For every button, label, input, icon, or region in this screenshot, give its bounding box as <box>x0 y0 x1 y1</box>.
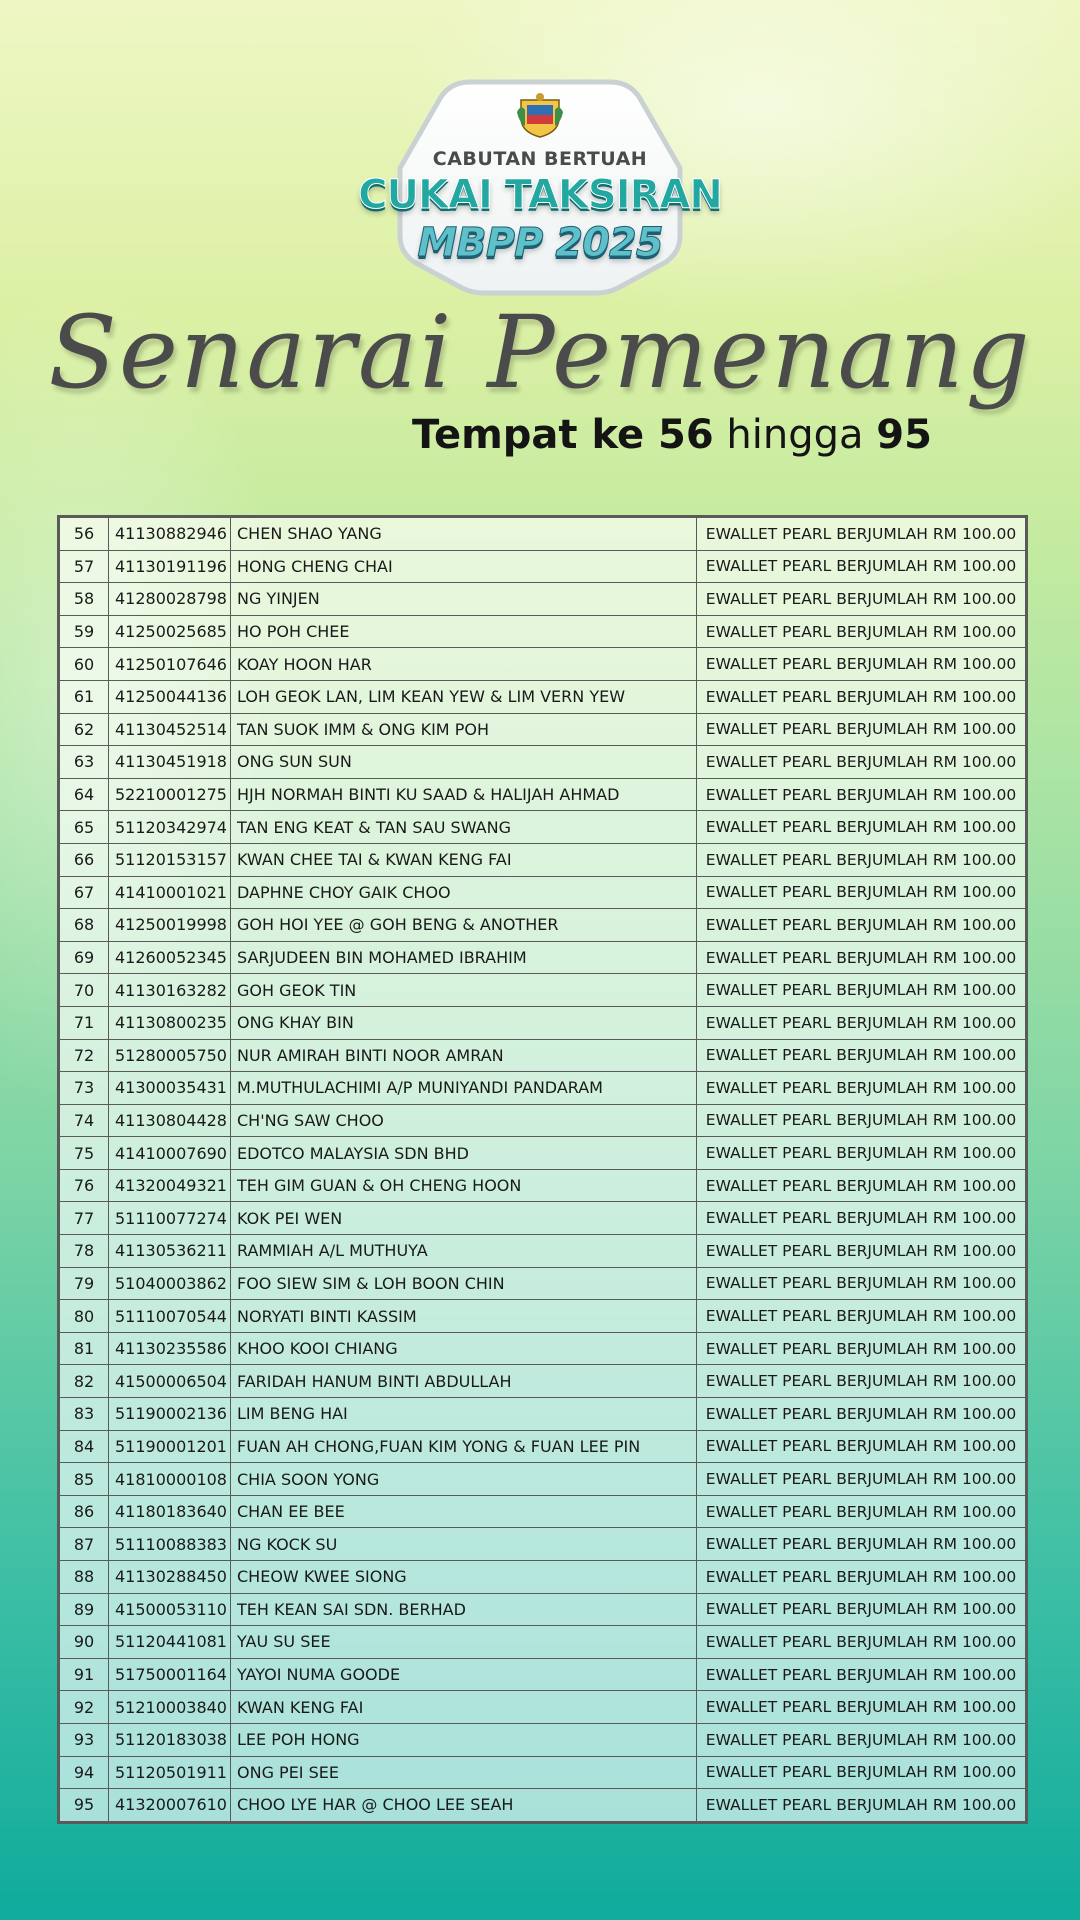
rank-cell: 56 <box>59 517 109 551</box>
table-row <box>59 1267 1027 1300</box>
prize-cell: EWALLET PEARL BERJUMLAH RM 100.00 <box>697 1365 1027 1398</box>
winner-name-cell: TEH GIM GUAN & OH CHENG HOON <box>231 1169 697 1202</box>
account-number-cell: 41130191196 <box>109 550 231 583</box>
prize-cell: EWALLET PEARL BERJUMLAH RM 100.00 <box>697 1528 1027 1561</box>
table-row <box>59 1104 1027 1137</box>
winner-name-cell: NG KOCK SU <box>231 1528 697 1561</box>
winners-table-container <box>57 515 1023 1824</box>
winner-name-cell: KOAY HOON HAR <box>231 648 697 681</box>
winner-name-cell: CHIA SOON YONG <box>231 1463 697 1496</box>
winner-name-cell: CHEOW KWEE SIONG <box>231 1561 697 1594</box>
winner-name-cell: FUAN AH CHONG,FUAN KIM YONG & FUAN LEE PIN <box>231 1430 697 1463</box>
winner-name-cell: FOO SIEW SIM & LOH BOON CHIN <box>231 1267 697 1300</box>
table-row <box>59 648 1027 681</box>
table-row <box>59 1072 1027 1105</box>
rank-cell: 88 <box>59 1561 109 1594</box>
winner-name-cell: KOK PEI WEN <box>231 1202 697 1235</box>
table-row <box>59 1658 1027 1691</box>
account-number-cell: 41500053110 <box>109 1593 231 1626</box>
winner-name-cell: KWAN KENG FAI <box>231 1691 697 1724</box>
prize-cell: EWALLET PEARL BERJUMLAH RM 100.00 <box>697 1072 1027 1105</box>
table-row <box>59 1202 1027 1235</box>
account-number-cell: 51110088383 <box>109 1528 231 1561</box>
winner-name-cell: HO POH CHEE <box>231 615 697 648</box>
table-row <box>59 1691 1027 1724</box>
winner-name-cell: GOH GEOK TIN <box>231 974 697 1007</box>
winner-name-cell: GOH HOI YEE @ GOH BENG & ANOTHER <box>231 909 697 942</box>
rank-cell: 71 <box>59 1006 109 1039</box>
table-row <box>59 615 1027 648</box>
page-title: Senarai Pemenang <box>48 294 1032 411</box>
winner-name-cell: ONG SUN SUN <box>231 746 697 779</box>
table-row <box>59 1169 1027 1202</box>
rank-cell: 66 <box>59 843 109 876</box>
table-row <box>59 680 1027 713</box>
table-row <box>59 550 1027 583</box>
table-row <box>59 1756 1027 1789</box>
account-number-cell: 51110077274 <box>109 1202 231 1235</box>
subtitle-prefix: Tempat ke <box>412 412 659 458</box>
rank-cell: 74 <box>59 1104 109 1137</box>
account-number-cell: 51190001201 <box>109 1430 231 1463</box>
table-row <box>59 1039 1027 1072</box>
table-row <box>59 1495 1027 1528</box>
account-number-cell: 41130800235 <box>109 1006 231 1039</box>
rank-cell: 84 <box>59 1430 109 1463</box>
account-number-cell: 41410001021 <box>109 876 231 909</box>
account-number-cell: 41130804428 <box>109 1104 231 1137</box>
event-logo <box>360 76 720 296</box>
table-row <box>59 713 1027 746</box>
prize-cell: EWALLET PEARL BERJUMLAH RM 100.00 <box>697 1430 1027 1463</box>
prize-cell: EWALLET PEARL BERJUMLAH RM 100.00 <box>697 1561 1027 1594</box>
winner-name-cell: SARJUDEEN BIN MOHAMED IBRAHIM <box>231 941 697 974</box>
account-number-cell: 41300035431 <box>109 1072 231 1105</box>
table-row <box>59 583 1027 616</box>
rank-cell: 73 <box>59 1072 109 1105</box>
account-number-cell: 41130451918 <box>109 746 231 779</box>
rank-cell: 72 <box>59 1039 109 1072</box>
rank-cell: 80 <box>59 1300 109 1333</box>
prize-cell: EWALLET PEARL BERJUMLAH RM 100.00 <box>697 680 1027 713</box>
prize-cell: EWALLET PEARL BERJUMLAH RM 100.00 <box>697 1300 1027 1333</box>
account-number-cell: 51120342974 <box>109 811 231 844</box>
winner-name-cell: TAN ENG KEAT & TAN SAU SWANG <box>231 811 697 844</box>
prize-cell: EWALLET PEARL BERJUMLAH RM 100.00 <box>697 1137 1027 1170</box>
winner-name-cell: KHOO KOOI CHIANG <box>231 1332 697 1365</box>
rank-cell: 59 <box>59 615 109 648</box>
account-number-cell: 51120441081 <box>109 1626 231 1659</box>
winners-table-body <box>59 517 1027 1823</box>
placement-range-subtitle <box>412 412 932 458</box>
subtitle-end: 95 <box>876 412 932 458</box>
rank-cell: 83 <box>59 1398 109 1431</box>
account-number-cell: 41500006504 <box>109 1365 231 1398</box>
table-row <box>59 1561 1027 1594</box>
table-row <box>59 1300 1027 1333</box>
rank-cell: 58 <box>59 583 109 616</box>
prize-cell: EWALLET PEARL BERJUMLAH RM 100.00 <box>697 1463 1027 1496</box>
winner-name-cell: YAYOI NUMA GOODE <box>231 1658 697 1691</box>
prize-cell: EWALLET PEARL BERJUMLAH RM 100.00 <box>697 1756 1027 1789</box>
account-number-cell: 41180183640 <box>109 1495 231 1528</box>
prize-cell: EWALLET PEARL BERJUMLAH RM 100.00 <box>697 517 1027 551</box>
account-number-cell: 41130235586 <box>109 1332 231 1365</box>
prize-cell: EWALLET PEARL BERJUMLAH RM 100.00 <box>697 746 1027 779</box>
winner-name-cell: RAMMIAH A/L MUTHUYA <box>231 1235 697 1268</box>
table-row <box>59 1463 1027 1496</box>
table-row <box>59 1430 1027 1463</box>
winner-name-cell: NG YINJEN <box>231 583 697 616</box>
prize-cell: EWALLET PEARL BERJUMLAH RM 100.00 <box>697 1006 1027 1039</box>
account-number-cell: 41280028798 <box>109 583 231 616</box>
rank-cell: 63 <box>59 746 109 779</box>
winner-name-cell: YAU SU SEE <box>231 1626 697 1659</box>
account-number-cell: 52210001275 <box>109 778 231 811</box>
account-number-cell: 41130163282 <box>109 974 231 1007</box>
prize-cell: EWALLET PEARL BERJUMLAH RM 100.00 <box>697 1691 1027 1724</box>
prize-cell: EWALLET PEARL BERJUMLAH RM 100.00 <box>697 778 1027 811</box>
prize-cell: EWALLET PEARL BERJUMLAH RM 100.00 <box>697 1789 1027 1823</box>
rank-cell: 90 <box>59 1626 109 1659</box>
prize-cell: EWALLET PEARL BERJUMLAH RM 100.00 <box>697 550 1027 583</box>
account-number-cell: 51040003862 <box>109 1267 231 1300</box>
prize-cell: EWALLET PEARL BERJUMLAH RM 100.00 <box>697 1398 1027 1431</box>
rank-cell: 92 <box>59 1691 109 1724</box>
rank-cell: 65 <box>59 811 109 844</box>
prize-cell: EWALLET PEARL BERJUMLAH RM 100.00 <box>697 1626 1027 1659</box>
prize-cell: EWALLET PEARL BERJUMLAH RM 100.00 <box>697 941 1027 974</box>
rank-cell: 89 <box>59 1593 109 1626</box>
winner-name-cell: CHOO LYE HAR @ CHOO LEE SEAH <box>231 1789 697 1823</box>
account-number-cell: 41320007610 <box>109 1789 231 1823</box>
prize-cell: EWALLET PEARL BERJUMLAH RM 100.00 <box>697 1267 1027 1300</box>
account-number-cell: 51120183038 <box>109 1723 231 1756</box>
prize-cell: EWALLET PEARL BERJUMLAH RM 100.00 <box>697 713 1027 746</box>
account-number-cell: 41250044136 <box>109 680 231 713</box>
table-row <box>59 1006 1027 1039</box>
winner-name-cell: TAN SUOK IMM & ONG KIM POH <box>231 713 697 746</box>
prize-cell: EWALLET PEARL BERJUMLAH RM 100.00 <box>697 876 1027 909</box>
table-row <box>59 1723 1027 1756</box>
account-number-cell: 51280005750 <box>109 1039 231 1072</box>
table-row <box>59 1789 1027 1823</box>
account-number-cell: 51750001164 <box>109 1658 231 1691</box>
account-number-cell: 51120153157 <box>109 843 231 876</box>
rank-cell: 93 <box>59 1723 109 1756</box>
prize-cell: EWALLET PEARL BERJUMLAH RM 100.00 <box>697 974 1027 1007</box>
account-number-cell: 41250019998 <box>109 909 231 942</box>
logo-title: CUKAI TAKSIRAN <box>358 172 722 218</box>
subtitle-start: 56 <box>658 412 714 458</box>
table-row <box>59 1235 1027 1268</box>
table-row <box>59 1137 1027 1170</box>
prize-cell: EWALLET PEARL BERJUMLAH RM 100.00 <box>697 1039 1027 1072</box>
table-row <box>59 1365 1027 1398</box>
logo-year-title: MBPP 2025 <box>417 220 663 266</box>
city-council-crest-icon <box>515 92 565 138</box>
winner-name-cell: NUR AMIRAH BINTI NOOR AMRAN <box>231 1039 697 1072</box>
rank-cell: 64 <box>59 778 109 811</box>
prize-cell: EWALLET PEARL BERJUMLAH RM 100.00 <box>697 1593 1027 1626</box>
subtitle-mid: hingga <box>713 412 877 458</box>
table-row <box>59 909 1027 942</box>
table-row <box>59 811 1027 844</box>
rank-cell: 69 <box>59 941 109 974</box>
winner-name-cell: ONG KHAY BIN <box>231 1006 697 1039</box>
prize-cell: EWALLET PEARL BERJUMLAH RM 100.00 <box>697 1235 1027 1268</box>
account-number-cell: 41130882946 <box>109 517 231 551</box>
prize-cell: EWALLET PEARL BERJUMLAH RM 100.00 <box>697 811 1027 844</box>
rank-cell: 91 <box>59 1658 109 1691</box>
table-row <box>59 974 1027 1007</box>
rank-cell: 86 <box>59 1495 109 1528</box>
rank-cell: 70 <box>59 974 109 1007</box>
winner-name-cell: FARIDAH HANUM BINTI ABDULLAH <box>231 1365 697 1398</box>
table-row <box>59 1593 1027 1626</box>
account-number-cell: 41810000108 <box>109 1463 231 1496</box>
prize-cell: EWALLET PEARL BERJUMLAH RM 100.00 <box>697 843 1027 876</box>
prize-cell: EWALLET PEARL BERJUMLAH RM 100.00 <box>697 1332 1027 1365</box>
winner-name-cell: EDOTCO MALAYSIA SDN BHD <box>231 1137 697 1170</box>
rank-cell: 79 <box>59 1267 109 1300</box>
prize-cell: EWALLET PEARL BERJUMLAH RM 100.00 <box>697 909 1027 942</box>
table-row <box>59 1626 1027 1659</box>
account-number-cell: 51190002136 <box>109 1398 231 1431</box>
rank-cell: 76 <box>59 1169 109 1202</box>
winner-name-cell: DAPHNE CHOY GAIK CHOO <box>231 876 697 909</box>
prize-cell: EWALLET PEARL BERJUMLAH RM 100.00 <box>697 1104 1027 1137</box>
winner-name-cell: LOH GEOK LAN, LIM KEAN YEW & LIM VERN YEW <box>231 680 697 713</box>
rank-cell: 94 <box>59 1756 109 1789</box>
winner-name-cell: LIM BENG HAI <box>231 1398 697 1431</box>
prize-cell: EWALLET PEARL BERJUMLAH RM 100.00 <box>697 1169 1027 1202</box>
rank-cell: 77 <box>59 1202 109 1235</box>
rank-cell: 62 <box>59 713 109 746</box>
winner-name-cell: NORYATI BINTI KASSIM <box>231 1300 697 1333</box>
rank-cell: 87 <box>59 1528 109 1561</box>
winner-name-cell: CH'NG SAW CHOO <box>231 1104 697 1137</box>
winner-name-cell: CHAN EE BEE <box>231 1495 697 1528</box>
prize-cell: EWALLET PEARL BERJUMLAH RM 100.00 <box>697 1658 1027 1691</box>
table-row <box>59 778 1027 811</box>
prize-cell: EWALLET PEARL BERJUMLAH RM 100.00 <box>697 1202 1027 1235</box>
rank-cell: 68 <box>59 909 109 942</box>
account-number-cell: 51110070544 <box>109 1300 231 1333</box>
account-number-cell: 41260052345 <box>109 941 231 974</box>
winners-table <box>57 515 1028 1824</box>
logo-subtitle: CABUTAN BERTUAH <box>432 148 648 170</box>
account-number-cell: 41130536211 <box>109 1235 231 1268</box>
table-row <box>59 517 1027 551</box>
account-number-cell: 41130452514 <box>109 713 231 746</box>
winner-name-cell: M.MUTHULACHIMI A/P MUNIYANDI PANDARAM <box>231 1072 697 1105</box>
prize-cell: EWALLET PEARL BERJUMLAH RM 100.00 <box>697 1495 1027 1528</box>
rank-cell: 78 <box>59 1235 109 1268</box>
account-number-cell: 41250025685 <box>109 615 231 648</box>
rank-cell: 82 <box>59 1365 109 1398</box>
table-row <box>59 1528 1027 1561</box>
prize-cell: EWALLET PEARL BERJUMLAH RM 100.00 <box>697 648 1027 681</box>
winner-name-cell: HJH NORMAH BINTI KU SAAD & HALIJAH AHMAD <box>231 778 697 811</box>
account-number-cell: 51120501911 <box>109 1756 231 1789</box>
table-row <box>59 876 1027 909</box>
table-row <box>59 1398 1027 1431</box>
account-number-cell: 41130288450 <box>109 1561 231 1594</box>
rank-cell: 85 <box>59 1463 109 1496</box>
prize-cell: EWALLET PEARL BERJUMLAH RM 100.00 <box>697 1723 1027 1756</box>
table-row <box>59 843 1027 876</box>
account-number-cell: 41410007690 <box>109 1137 231 1170</box>
rank-cell: 61 <box>59 680 109 713</box>
rank-cell: 57 <box>59 550 109 583</box>
table-row <box>59 941 1027 974</box>
rank-cell: 67 <box>59 876 109 909</box>
account-number-cell: 41250107646 <box>109 648 231 681</box>
rank-cell: 81 <box>59 1332 109 1365</box>
rank-cell: 75 <box>59 1137 109 1170</box>
account-number-cell: 51210003840 <box>109 1691 231 1724</box>
winner-name-cell: HONG CHENG CHAI <box>231 550 697 583</box>
winner-name-cell: TEH KEAN SAI SDN. BERHAD <box>231 1593 697 1626</box>
rank-cell: 95 <box>59 1789 109 1823</box>
winner-name-cell: CHEN SHAO YANG <box>231 517 697 551</box>
account-number-cell: 41320049321 <box>109 1169 231 1202</box>
rank-cell: 60 <box>59 648 109 681</box>
prize-cell: EWALLET PEARL BERJUMLAH RM 100.00 <box>697 615 1027 648</box>
winner-name-cell: KWAN CHEE TAI & KWAN KENG FAI <box>231 843 697 876</box>
prize-cell: EWALLET PEARL BERJUMLAH RM 100.00 <box>697 583 1027 616</box>
winner-name-cell: ONG PEI SEE <box>231 1756 697 1789</box>
table-row <box>59 1332 1027 1365</box>
table-row <box>59 746 1027 779</box>
winner-name-cell: LEE POH HONG <box>231 1723 697 1756</box>
